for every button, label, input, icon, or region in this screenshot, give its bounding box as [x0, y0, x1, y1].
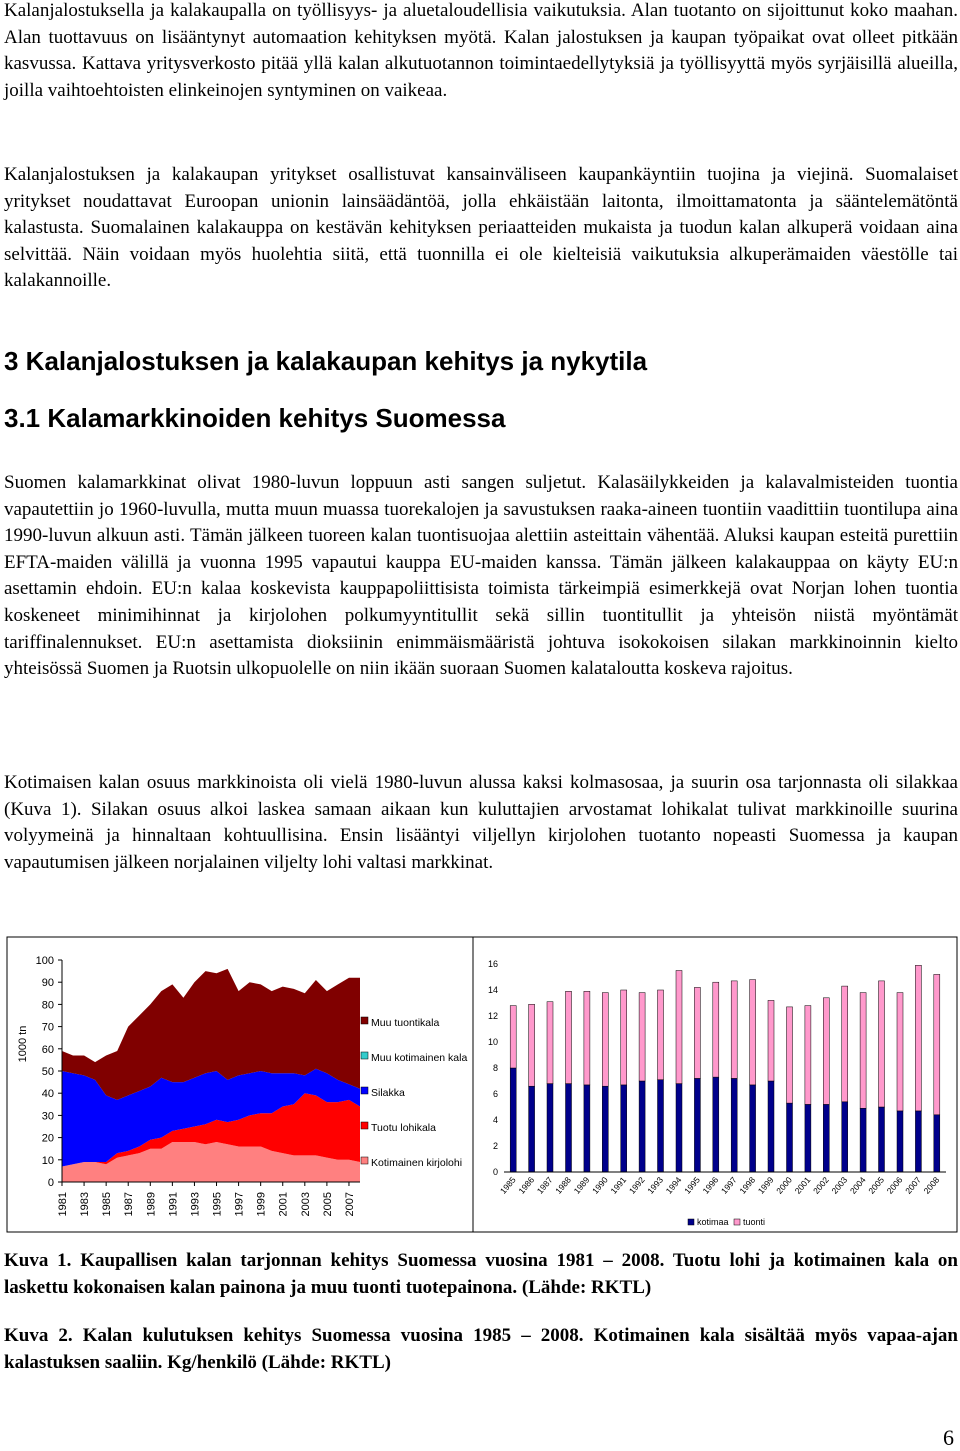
- chart1-y-tick-label: 40: [41, 1088, 54, 1101]
- chart1-y-tick-label: 0: [47, 1177, 54, 1189]
- chart2-bar-segment: [787, 1103, 793, 1172]
- chart2-bar-segment: [750, 980, 756, 1085]
- chart2-bar-segment: [842, 1102, 848, 1172]
- chart2-x-tick-label: 1997: [718, 1174, 739, 1196]
- chart2-bar-segment: [639, 993, 645, 1081]
- chart2-bar-segment: [694, 1078, 700, 1172]
- chart2-x-tick-label: 2004: [847, 1174, 868, 1196]
- chart1-y-tick-label: 60: [41, 1043, 54, 1056]
- chart2-bar-segment: [897, 1111, 903, 1172]
- chart1-x-tick-label: 1999: [255, 1192, 268, 1217]
- chart2-bar-segment: [915, 965, 921, 1111]
- chart1-x-tick-label: 1981: [57, 1192, 69, 1217]
- chart1-x-tick-label: 1995: [211, 1192, 224, 1217]
- bar-chart-fish-consumption: [473, 937, 957, 1232]
- chart2-bar-segment: [584, 991, 590, 1085]
- chart2-bar-segment: [584, 1085, 590, 1172]
- chart1-y-tick-label: 30: [41, 1110, 54, 1123]
- chart2-x-tick-label: 1996: [700, 1174, 721, 1196]
- chart2-x-tick-label: 1990: [590, 1174, 610, 1196]
- chart1-x-tick-label: 1991: [167, 1192, 180, 1217]
- chart1-y-tick-label: 20: [41, 1132, 54, 1145]
- chart1-legend-label: Kotimainen kirjolohi: [371, 1157, 463, 1169]
- chart2-bar-segment: [658, 1080, 664, 1172]
- chart2-bar-segment: [860, 993, 866, 1109]
- chart2-bar-segment: [805, 1006, 811, 1105]
- chart2-x-tick-label: 2008: [921, 1174, 942, 1196]
- chart2-y-tick-label: 6: [492, 1089, 498, 1099]
- chart2-x-tick-label: 1994: [663, 1174, 684, 1196]
- chart2-legend-swatch: [688, 1219, 694, 1225]
- chart2-bar-segment: [768, 1000, 774, 1081]
- chart2-bar-segment: [510, 1006, 516, 1068]
- figures-area: [0, 932, 960, 1242]
- chart2-bar-segment: [676, 971, 682, 1084]
- chart2-bar-segment: [621, 1085, 627, 1172]
- chart2-y-tick-label: 2: [492, 1141, 498, 1151]
- chart1-legend-label: Muu tuontikala: [371, 1017, 440, 1029]
- chart2-bar-segment: [694, 987, 700, 1078]
- chart1-legend-swatch: [361, 1017, 368, 1024]
- chart2-bar-segment: [934, 974, 940, 1114]
- chart2-x-tick-label: 1991: [608, 1174, 629, 1196]
- chart1-legend-swatch: [361, 1122, 368, 1129]
- chart2-y-tick-label: 14: [487, 985, 498, 995]
- figure-1-caption: Kuva 1. Kaupallisen kalan tarjonnan kehitys Suomessa vuosina 1981 – 2008. Tuotu lohi ja kotimainen kala on laskettu kokonaisen kalan painona ja muu tuonti tuotepainona. (Lähde: RKTL): [4, 1250, 958, 1298]
- page-number: 6: [943, 1425, 954, 1450]
- chart2-x-tick-label: 2006: [884, 1174, 905, 1196]
- chart2-x-tick-label: 1995: [682, 1174, 702, 1196]
- chart2-bar-segment: [547, 1084, 553, 1172]
- chart2-legend-swatch: [734, 1219, 740, 1225]
- chart1-x-tick-label: 1997: [233, 1192, 246, 1217]
- chart2-bar-segment: [529, 1086, 535, 1172]
- chart1-y-tick-label: 80: [41, 999, 54, 1012]
- chart2-x-tick-label: 1998: [737, 1174, 758, 1196]
- chart1-y-axis-label: 1000 tn: [17, 1025, 29, 1063]
- chart2-y-tick-label: 4: [492, 1115, 498, 1125]
- chart2-y-tick-label: 0: [492, 1167, 498, 1177]
- chart1-legend-label: Muu kotimainen kala: [371, 1052, 468, 1064]
- section-heading-3: 3 Kalanjalostuksen ja kalakaupan kehitys ja nykytila: [4, 346, 648, 376]
- chart2-bar-segment: [639, 1081, 645, 1172]
- chart1-x-tick-label: 2001: [277, 1192, 290, 1217]
- chart1-x-tick-label: 1987: [123, 1192, 136, 1217]
- chart2-y-tick-label: 10: [487, 1037, 498, 1047]
- chart2-x-tick-label: 1999: [755, 1174, 776, 1196]
- chart2-bar-segment: [566, 991, 572, 1083]
- chart2-bar-segment: [805, 1104, 811, 1172]
- chart2-legend-label: kotimaa: [697, 1217, 729, 1227]
- figure-2-caption: Kuva 2. Kalan kulutuksen kehitys Suomessa vuosina 1985 – 2008. Kotimainen kala sisältää myös vapaa-ajan kalastuksen saaliin. Kg/henkilö (Lähde: RKTL): [4, 1325, 958, 1373]
- chart1-x-tick-label: 2005: [321, 1192, 334, 1217]
- chart2-y-tick-label: 8: [492, 1063, 498, 1073]
- chart2-x-tick-label: 2000: [774, 1174, 794, 1196]
- chart1-y-tick-label: 70: [41, 1021, 54, 1034]
- chart2-y-tick-label: 16: [487, 959, 498, 969]
- chart2-bar-segment: [529, 1004, 535, 1086]
- chart2-bar-segment: [602, 993, 608, 1087]
- chart2-x-tick-label: 1985: [497, 1174, 518, 1196]
- paragraph-1: Kalanjalostuksella ja kalakaupalla on työllisyys- ja aluetaloudellisia vaikutuksia. Alan tuotanto on sijoittunut koko maahan. Alan tuottavuus on lisääntynyt automaation kehityksen myötä. Kalan jalostuksen ja kaupan työpaikat ovat olleet pitkään kasvussa. Kattava yritysverkosto pitää yllä kalan alkutuotannon toimintaedellytyksiä ja työllisyyttä myös syrjäisillä alueilla, joilla vaihtoehtoisten elinkeinojen syntyminen on vaikeaa.: [4, 0, 958, 101]
- chart1-x-tick-label: 1985: [101, 1192, 114, 1217]
- chart2-x-tick-label: 1993: [645, 1174, 666, 1196]
- chart2-bar-segment: [731, 981, 737, 1079]
- chart2-bar-segment: [713, 1077, 719, 1172]
- chart1-legend-swatch: [361, 1157, 368, 1164]
- chart1-legend-swatch: [361, 1087, 368, 1094]
- chart2-bar-segment: [768, 1081, 774, 1172]
- chart2-bar-segment: [731, 1078, 737, 1172]
- chart1-x-tick-label: 2003: [299, 1192, 312, 1217]
- chart2-x-tick-label: 2005: [866, 1174, 887, 1196]
- paragraph-3: Suomen kalamarkkinat olivat 1980-luvun loppuun asti sangen suljetut. Kalasäilykkeiden ja kalavalmisteiden tuontia vapautettiin jo 1960-luvulla, mutta muun muassa tuorekalojen ja savustuksen raaka-aineen tuontiin vaadittiin tuontilupa aina 1990-luvun alkuun asti. Tämän jälkeen tuoreen kalan tuontisuojaa alettiin asteittain vähentää. Aluksi kaupan esteitä purettiin EFTA-maiden välillä ja vuonna 1995 vapautui kauppa EU-maiden kanssa. Tämän jälkeen kalakauppaa on käyty EU:n asettamin ehdoin. EU:n kalaa koskevista kauppapoliittisista toimista tärkeimpiä esimerkkejä ovat Norjan lohen tuontia koskeneet minimihinnat ja kirjolohen polkumyyntitullit sekä sillin tuontitullit ja yhteisön niistä myöntämät tariffinalennukset. EU:n asettamista dioksiinin enimmäismääristä johtuva isokokoisen silakan markkinoinnin kielto yhteisössä Suomen ja Ruotsin ulkopuolelle on niin ikään suoraan Suomen kalataloutta koskeva rajoitus.: [4, 472, 958, 680]
- chart1-legend-swatch: [361, 1052, 368, 1059]
- chart2-x-tick-label: 2001: [792, 1174, 813, 1196]
- chart1-x-tick-label: 1983: [79, 1192, 92, 1217]
- chart2-bar-segment: [842, 986, 848, 1102]
- chart2-x-tick-label: 1987: [534, 1174, 555, 1196]
- chart2-y-tick-label: 12: [487, 1011, 498, 1021]
- chart1-legend-label: Tuotu lohikala: [371, 1122, 436, 1134]
- chart2-bar-segment: [823, 998, 829, 1105]
- chart2-bar-segment: [823, 1104, 829, 1172]
- chart2-x-tick-label: 2003: [829, 1174, 850, 1196]
- chart1-y-tick-label: 100: [35, 955, 54, 967]
- chart2-bar-segment: [915, 1111, 921, 1172]
- chart2-bar-segment: [621, 990, 627, 1085]
- area-chart-fish-supply: [7, 937, 473, 1232]
- chart2-bar-segment: [510, 1068, 516, 1172]
- chart1-x-tick-label: 1993: [189, 1192, 202, 1217]
- chart2-bar-segment: [713, 982, 719, 1077]
- chart2-bar-segment: [934, 1115, 940, 1172]
- chart2-x-tick-label: 2002: [811, 1174, 831, 1196]
- chart1-x-tick-label: 2007: [343, 1192, 356, 1217]
- chart2-x-tick-label: 2007: [903, 1174, 923, 1196]
- chart1-y-tick-label: 90: [41, 977, 54, 990]
- chart2-x-tick-label: 1986: [516, 1174, 537, 1196]
- chart2-bar-segment: [897, 993, 903, 1111]
- chart2-bar-segment: [860, 1108, 866, 1172]
- section-heading-3-1: 3.1 Kalamarkkinoiden kehitys Suomessa: [4, 403, 506, 433]
- chart2-bar-segment: [750, 1085, 756, 1172]
- chart2-legend-label: tuonti: [743, 1217, 766, 1227]
- chart2-bar-segment: [676, 1084, 682, 1172]
- chart2-bar-segment: [879, 1107, 885, 1172]
- chart2-bar-segment: [547, 1002, 553, 1084]
- chart2-x-tick-label: 1992: [626, 1174, 647, 1196]
- chart1-y-tick-label: 10: [41, 1154, 54, 1167]
- chart2-bar-segment: [602, 1086, 608, 1172]
- chart1-x-tick-label: 1989: [145, 1192, 158, 1217]
- chart2-bar-segment: [566, 1084, 572, 1172]
- chart2-x-tick-label: 1988: [553, 1174, 573, 1196]
- chart2-bar-segment: [879, 981, 885, 1107]
- chart2-x-tick-label: 1989: [571, 1174, 592, 1196]
- chart2-bar-segment: [787, 1007, 793, 1103]
- chart1-legend-label: Silakka: [371, 1087, 405, 1099]
- chart2-bar-segment: [658, 990, 664, 1080]
- paragraph-2: Kalanjalostuksen ja kalakaupan yritykset osallistuvat kansainväliseen kaupankäyntiin tuojina ja viejinä. Suomalaiset yritykset noudattavat Euroopan unionin lainsäädäntöä, jolla ehkäistään laitonta, ilmoittamatonta ja sääntelemätöntä kalastusta. Suomalainen kalakauppa on kestävän kehityksen periaatteiden mukaista ja tuodun kalan alkuperä voidaan aina selvittää. Näin voidaan myös huolehtia siitä, että tuonnilla ei ole kielteisiä vaikutuksia alkuperämaiden väestölle tai kalakannoille.: [4, 164, 958, 292]
- chart1-y-tick-label: 50: [41, 1066, 54, 1078]
- paragraph-4: Kotimaisen kalan osuus markkinoista oli vielä 1980-luvun alussa kaksi kolmasosaa, ja suurin osa tarjonnasta oli silakkaa (Kuva 1). Silakan osuus alkoi laskea samaan aikaan kun kuluttajien arvostamat lohikalat tulivat markkinoille suurina volyymeinä ja hinnaltaan kohtuullisina. Ensin lisääntyi viljellyn kirjolohen tuotanto nopeasti Suomessa ja kaupan vapautumisen jälkeen norjalainen viljelty lohi valtasi markkinat.: [4, 772, 958, 873]
